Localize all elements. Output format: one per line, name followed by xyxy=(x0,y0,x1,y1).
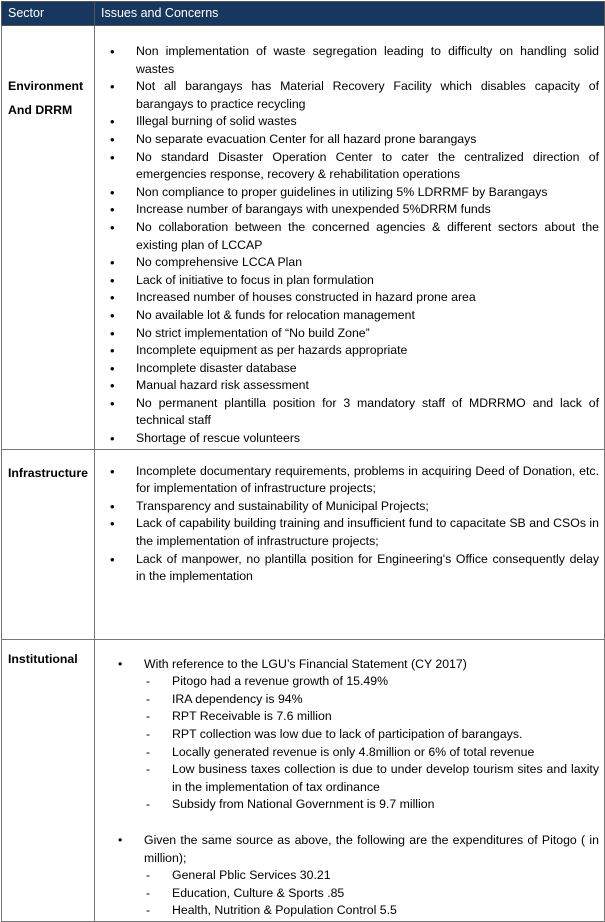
sub-list xyxy=(144,867,603,920)
issues-table xyxy=(1,1,605,922)
sub-list-item: - Subsidy from National Government is 9.7 million xyxy=(172,796,599,814)
issues-list xyxy=(96,463,603,586)
sector-label: Environment And DRRM xyxy=(8,79,84,117)
bullet-icon: • xyxy=(118,656,123,671)
sub-list-item: - Health, Nutrition & Population Control 5.5 xyxy=(172,902,599,920)
issues-cell xyxy=(95,639,605,921)
sub-list-item: - Locally generated revenue is only 4.8million or 6% of total revenue xyxy=(172,744,599,762)
list-item: • Not all barangays has Material Recovery Facility which disables capacity of barangays to practice recycling xyxy=(136,78,599,113)
list-item: • Lack of initiative to focus in plan formulation xyxy=(136,272,599,290)
sub-list-item: - Education, Culture & Sports .85 xyxy=(172,885,599,903)
list-item: • No available lot & funds for relocation management xyxy=(136,307,599,325)
list-item: • Incomplete equipment as per hazards appropriate xyxy=(136,342,599,360)
issues-cell xyxy=(95,449,605,639)
sub-list xyxy=(144,673,603,814)
header-issues: Issues and Concerns xyxy=(95,2,605,26)
list-item: • No permanent plantilla position for 3 mandatory staff of MDRRMO and lack of technical staff xyxy=(136,395,599,430)
list-item: • Non implementation of waste segregation leading to difficulty on handling solid wastes xyxy=(136,43,599,78)
sub-list-item: - RPT collection was low due to lack of participation of barangays. xyxy=(172,726,599,744)
issues-cell xyxy=(95,26,605,450)
list-item: • No collaboration between the concerned agencies & different sectors about the existing plan of LCCAP xyxy=(136,219,599,254)
sector-label: Institutional xyxy=(8,651,78,666)
sub-list-item: - Pitogo had a revenue growth of 15.49% xyxy=(172,673,599,691)
list-item: • No standard Disaster Operation Center to cater the centralized direction of emergencies response, recovery & rehabilitation operations xyxy=(136,149,599,184)
sub-list-item: - General Pblic Services 30.21 xyxy=(172,867,599,885)
list-item: • No separate evacuation Center for all hazard prone barangays xyxy=(136,131,599,149)
institutional-bullet xyxy=(118,656,603,674)
list-item: • Illegal burning of solid wastes xyxy=(136,113,599,131)
institutional-bullet xyxy=(118,832,603,867)
institutional-intro: Given the same source as above, the following are the expenditures of Pitogo ( in million); xyxy=(144,833,599,865)
list-item: • Increased number of houses constructed in hazard prone area xyxy=(136,289,599,307)
sector-label: Infrastructure xyxy=(8,465,88,480)
list-item: • No strict implementation of “No build Zone” xyxy=(136,325,599,343)
document-page xyxy=(0,1,605,919)
header-sector: Sector xyxy=(2,2,95,26)
list-item: • Non compliance to proper guidelines in utilizing 5% LDRRMF by Barangays xyxy=(136,184,599,202)
sector-cell xyxy=(2,449,95,639)
list-item: • Lack of capability building training and insufficient fund to capacitate SB and CSOs in the implementation of infrastructure projects; xyxy=(136,515,599,550)
issues-list xyxy=(96,43,603,448)
table-row-infrastructure xyxy=(2,449,605,639)
list-item: • Lack of manpower, no plantilla position for Engineering's Office consequently delay in the implementation xyxy=(136,551,599,586)
sub-list-item: - RPT Receivable is 7.6 million xyxy=(172,708,599,726)
sub-list-item: - Low business taxes collection is due to under develop tourism sites and laxity in the implementation of tax ordinance xyxy=(172,761,599,796)
sector-cell xyxy=(2,639,95,921)
list-item: • Shortage of rescue volunteers xyxy=(136,430,599,448)
list-item: • Manual hazard risk assessment xyxy=(136,377,599,395)
list-item: • No comprehensive LCCA Plan xyxy=(136,254,599,272)
table-row-institutional xyxy=(2,639,605,921)
table-row-environment xyxy=(2,26,605,450)
institutional-intro: With reference to the LGU’s Financial Statement (CY 2017) xyxy=(144,656,467,671)
bullet-icon: • xyxy=(118,833,123,847)
sub-list-item: - IRA dependency is 94% xyxy=(172,691,599,709)
table-header-row xyxy=(2,2,605,26)
list-item: • Incomplete documentary requirements, problems in acquiring Deed of Donation, etc. for implementation of infrastructure projects; xyxy=(136,463,599,498)
list-item: • Increase number of barangays with unexpended 5%DRRM funds xyxy=(136,201,599,219)
sector-cell xyxy=(2,26,95,450)
list-item: • Incomplete disaster database xyxy=(136,360,599,378)
list-item: • Transparency and sustainability of Municipal Projects; xyxy=(136,498,599,516)
